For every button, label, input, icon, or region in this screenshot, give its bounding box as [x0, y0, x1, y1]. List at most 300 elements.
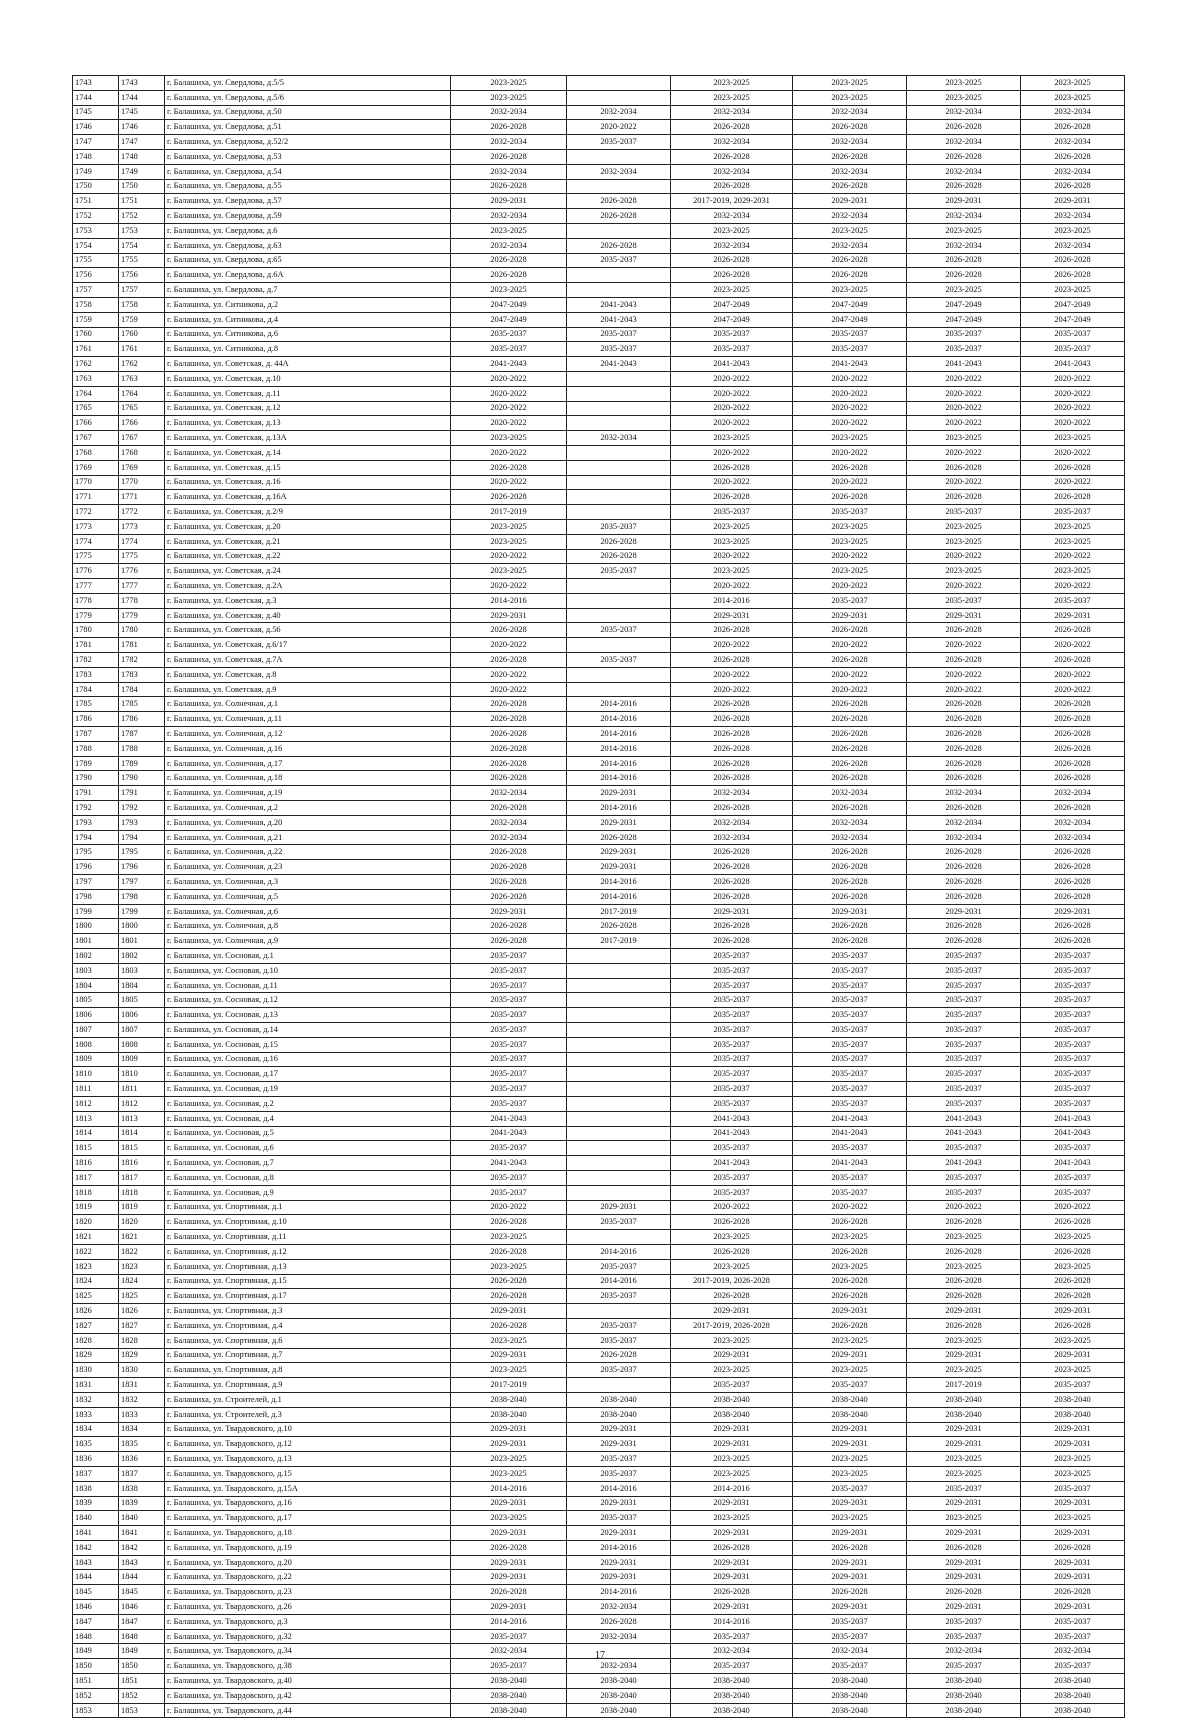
cell-address: г. Балашиха, ул. Твардовского, д.22	[165, 1570, 451, 1585]
cell-address: г. Балашиха, ул. Свердлова, д.5/5	[165, 76, 451, 91]
cell-row-number: 1834	[73, 1422, 119, 1437]
cell-period-5: 2035-2037	[907, 1614, 1021, 1629]
cell-period-5: 2023-2025	[907, 90, 1021, 105]
cell-period-2: 2017-2019	[567, 934, 671, 949]
cell-period-1: 2032-2034	[451, 209, 567, 224]
cell-address: г. Балашиха, ул. Спортивная, д.1	[165, 1200, 451, 1215]
cell-row-number: 1823	[73, 1259, 119, 1274]
cell-period-2: 2032-2034	[567, 164, 671, 179]
cell-row-number: 1761	[73, 342, 119, 357]
cell-period-1: 2023-2025	[451, 564, 567, 579]
cell-period-1: 2020-2022	[451, 1200, 567, 1215]
cell-period-2	[567, 1141, 671, 1156]
cell-period-6: 2041-2043	[1021, 1111, 1125, 1126]
cell-house-id: 1825	[119, 1289, 165, 1304]
cell-period-2	[567, 1052, 671, 1067]
cell-period-3: 2047-2049	[671, 312, 793, 327]
cell-period-3: 2041-2043	[671, 1156, 793, 1171]
cell-period-1: 2023-2025	[451, 76, 567, 91]
cell-address: г. Балашиха, ул. Солнечная, д.6	[165, 904, 451, 919]
cell-house-id: 1749	[119, 164, 165, 179]
cell-period-4: 2029-2031	[793, 1348, 907, 1363]
cell-period-6: 2035-2037	[1021, 1082, 1125, 1097]
cell-period-6: 2035-2037	[1021, 1008, 1125, 1023]
cell-period-2	[567, 638, 671, 653]
cell-period-3: 2026-2028	[671, 845, 793, 860]
cell-period-6: 2020-2022	[1021, 667, 1125, 682]
cell-period-5: 2026-2028	[907, 1585, 1021, 1600]
cell-period-5: 2032-2034	[907, 238, 1021, 253]
cell-address: г. Балашиха, ул. Советская, д.13	[165, 416, 451, 431]
table-row	[73, 653, 1125, 668]
cell-period-3: 2026-2028	[671, 1215, 793, 1230]
cell-address: г. Балашиха, ул. Твардовского, д.26	[165, 1600, 451, 1615]
cell-period-2: 2029-2031	[567, 1200, 671, 1215]
cell-period-6: 2026-2028	[1021, 1215, 1125, 1230]
cell-period-3: 2029-2031	[671, 1437, 793, 1452]
cell-house-id: 1802	[119, 949, 165, 964]
table-row	[73, 1067, 1125, 1082]
cell-period-2: 2026-2028	[567, 194, 671, 209]
cell-house-id: 1792	[119, 801, 165, 816]
cell-period-6: 2020-2022	[1021, 1200, 1125, 1215]
cell-period-5: 2035-2037	[907, 1082, 1021, 1097]
cell-period-5: 2038-2040	[907, 1407, 1021, 1422]
cell-row-number: 1765	[73, 401, 119, 416]
cell-period-4: 2023-2025	[793, 90, 907, 105]
cell-period-6: 2023-2025	[1021, 431, 1125, 446]
cell-address: г. Балашиха, ул. Твардовского, д.20	[165, 1555, 451, 1570]
cell-period-6: 2032-2034	[1021, 786, 1125, 801]
cell-row-number: 1849	[73, 1644, 119, 1659]
cell-period-4: 2020-2022	[793, 445, 907, 460]
cell-period-3: 2026-2028	[671, 712, 793, 727]
cell-period-6: 2020-2022	[1021, 416, 1125, 431]
cell-period-6: 2023-2025	[1021, 1333, 1125, 1348]
cell-period-5: 2026-2028	[907, 1289, 1021, 1304]
cell-period-1: 2026-2028	[451, 653, 567, 668]
cell-row-number: 1841	[73, 1526, 119, 1541]
cell-period-1: 2014-2016	[451, 1481, 567, 1496]
table-row	[73, 1407, 1125, 1422]
cell-period-1: 2026-2028	[451, 268, 567, 283]
cell-house-id: 1793	[119, 815, 165, 830]
cell-period-6: 2035-2037	[1021, 1614, 1125, 1629]
cell-period-2: 2026-2028	[567, 830, 671, 845]
cell-row-number: 1768	[73, 445, 119, 460]
cell-period-2: 2032-2034	[567, 1600, 671, 1615]
cell-period-2: 2026-2028	[567, 238, 671, 253]
cell-period-5: 2035-2037	[907, 949, 1021, 964]
cell-period-1: 2035-2037	[451, 1659, 567, 1674]
cell-period-3: 2023-2025	[671, 564, 793, 579]
cell-period-2	[567, 949, 671, 964]
cell-period-1: 2020-2022	[451, 549, 567, 564]
cell-period-2	[567, 593, 671, 608]
cell-period-6: 2023-2025	[1021, 1452, 1125, 1467]
cell-address: г. Балашиха, ул. Твардовского, д.17	[165, 1511, 451, 1526]
cell-row-number: 1794	[73, 830, 119, 845]
table-row	[73, 1422, 1125, 1437]
cell-house-id: 1828	[119, 1333, 165, 1348]
table-row	[73, 253, 1125, 268]
cell-row-number: 1826	[73, 1304, 119, 1319]
cell-period-6: 2032-2034	[1021, 238, 1125, 253]
cell-row-number: 1788	[73, 741, 119, 756]
cell-address: г. Балашиха, ул. Сосновая, д.8	[165, 1170, 451, 1185]
cell-period-2: 2035-2037	[567, 1452, 671, 1467]
cell-period-1: 2032-2034	[451, 1644, 567, 1659]
cell-period-2: 2035-2037	[567, 1511, 671, 1526]
cell-period-6: 2026-2028	[1021, 268, 1125, 283]
cell-period-6: 2023-2025	[1021, 519, 1125, 534]
cell-period-1: 2047-2049	[451, 297, 567, 312]
cell-period-6: 2020-2022	[1021, 386, 1125, 401]
cell-row-number: 1840	[73, 1511, 119, 1526]
cell-address: г. Балашиха, ул. Советская, д.24	[165, 564, 451, 579]
cell-period-6: 2026-2028	[1021, 149, 1125, 164]
cell-address: г. Балашиха, ул. Свердлова, д.6А	[165, 268, 451, 283]
cell-period-1: 2026-2028	[451, 801, 567, 816]
cell-period-6: 2026-2028	[1021, 756, 1125, 771]
cell-address: г. Балашиха, ул. Сосновая, д.17	[165, 1067, 451, 1082]
cell-period-5: 2035-2037	[907, 1141, 1021, 1156]
table-row	[73, 1614, 1125, 1629]
cell-address: г. Балашиха, ул. Солнечная, д.17	[165, 756, 451, 771]
cell-period-3: 2026-2028	[671, 253, 793, 268]
cell-period-4: 2035-2037	[793, 342, 907, 357]
cell-period-5: 2026-2028	[907, 653, 1021, 668]
cell-address: г. Балашиха, ул. Строителей, д.1	[165, 1392, 451, 1407]
cell-period-4: 2035-2037	[793, 1082, 907, 1097]
table-row	[73, 1185, 1125, 1200]
cell-period-5: 2032-2034	[907, 786, 1021, 801]
cell-period-3: 2026-2028	[671, 623, 793, 638]
cell-period-5: 2023-2025	[907, 1452, 1021, 1467]
cell-period-6: 2026-2028	[1021, 875, 1125, 890]
cell-period-2: 2032-2034	[567, 431, 671, 446]
cell-address: г. Балашиха, ул. Спортивная, д.11	[165, 1230, 451, 1245]
cell-house-id: 1769	[119, 460, 165, 475]
cell-house-id: 1760	[119, 327, 165, 342]
cell-period-3: 2035-2037	[671, 1008, 793, 1023]
cell-period-5: 2038-2040	[907, 1392, 1021, 1407]
cell-address: г. Балашиха, ул. Твардовского, д.19	[165, 1540, 451, 1555]
cell-house-id: 1796	[119, 860, 165, 875]
cell-house-id: 1800	[119, 919, 165, 934]
cell-period-3: 2029-2031	[671, 1348, 793, 1363]
cell-period-2: 2035-2037	[567, 1318, 671, 1333]
table-row	[73, 194, 1125, 209]
cell-row-number: 1801	[73, 934, 119, 949]
cell-address: г. Балашиха, ул. Советская, д.2/9	[165, 505, 451, 520]
cell-row-number: 1800	[73, 919, 119, 934]
cell-row-number: 1813	[73, 1111, 119, 1126]
cell-row-number: 1767	[73, 431, 119, 446]
cell-period-6: 2047-2049	[1021, 312, 1125, 327]
cell-period-2: 2020-2022	[567, 120, 671, 135]
cell-period-1: 2014-2016	[451, 593, 567, 608]
cell-period-2: 2026-2028	[567, 549, 671, 564]
cell-period-3: 2023-2025	[671, 534, 793, 549]
cell-period-4: 2041-2043	[793, 1156, 907, 1171]
cell-period-4: 2035-2037	[793, 593, 907, 608]
cell-address: г. Балашиха, ул. Твардовского, д.40	[165, 1674, 451, 1689]
cell-row-number: 1790	[73, 771, 119, 786]
cell-period-5: 2026-2028	[907, 1318, 1021, 1333]
cell-row-number: 1746	[73, 120, 119, 135]
cell-period-6: 2020-2022	[1021, 445, 1125, 460]
cell-period-2: 2038-2040	[567, 1674, 671, 1689]
cell-row-number: 1743	[73, 76, 119, 91]
cell-period-6: 2026-2028	[1021, 919, 1125, 934]
cell-period-3: 2032-2034	[671, 830, 793, 845]
cell-period-3: 2035-2037	[671, 1378, 793, 1393]
cell-period-6: 2035-2037	[1021, 1096, 1125, 1111]
cell-row-number: 1818	[73, 1185, 119, 1200]
cell-period-3: 2023-2025	[671, 1230, 793, 1245]
cell-period-5: 2023-2025	[907, 76, 1021, 91]
cell-house-id: 1758	[119, 297, 165, 312]
table-row	[73, 638, 1125, 653]
cell-period-4: 2047-2049	[793, 297, 907, 312]
cell-period-4: 2038-2040	[793, 1392, 907, 1407]
cell-row-number: 1757	[73, 283, 119, 298]
cell-period-3: 2041-2043	[671, 1111, 793, 1126]
cell-house-id: 1777	[119, 579, 165, 594]
cell-period-4: 2020-2022	[793, 667, 907, 682]
table-row	[73, 1703, 1125, 1718]
cell-period-6: 2026-2028	[1021, 1289, 1125, 1304]
cell-row-number: 1822	[73, 1244, 119, 1259]
cell-period-5: 2032-2034	[907, 1644, 1021, 1659]
table-row	[73, 1082, 1125, 1097]
cell-house-id: 1757	[119, 283, 165, 298]
cell-house-id: 1844	[119, 1570, 165, 1585]
cell-row-number: 1825	[73, 1289, 119, 1304]
cell-period-5: 2029-2031	[907, 1570, 1021, 1585]
cell-period-3: 2026-2028	[671, 490, 793, 505]
cell-house-id: 1787	[119, 727, 165, 742]
cell-row-number: 1749	[73, 164, 119, 179]
cell-row-number: 1745	[73, 105, 119, 120]
cell-address: г. Балашиха, ул. Свердлова, д.52/2	[165, 135, 451, 150]
cell-period-4: 2035-2037	[793, 505, 907, 520]
cell-row-number: 1838	[73, 1481, 119, 1496]
cell-period-6: 2038-2040	[1021, 1392, 1125, 1407]
cell-period-1: 2026-2028	[451, 697, 567, 712]
cell-house-id: 1819	[119, 1200, 165, 1215]
cell-period-1: 2020-2022	[451, 682, 567, 697]
cell-address: г. Балашиха, ул. Твардовского, д.3	[165, 1614, 451, 1629]
table-row	[73, 371, 1125, 386]
cell-period-1: 2023-2025	[451, 1466, 567, 1481]
cell-address: г. Балашиха, ул. Советская, д.2А	[165, 579, 451, 594]
cell-period-6: 2032-2034	[1021, 135, 1125, 150]
table-row	[73, 1230, 1125, 1245]
cell-row-number: 1812	[73, 1096, 119, 1111]
cell-period-5: 2026-2028	[907, 1244, 1021, 1259]
cell-row-number: 1762	[73, 357, 119, 372]
cell-period-4: 2026-2028	[793, 1215, 907, 1230]
cell-house-id: 1790	[119, 771, 165, 786]
cell-period-5: 2023-2025	[907, 564, 1021, 579]
cell-period-1: 2032-2034	[451, 815, 567, 830]
cell-house-id: 1779	[119, 608, 165, 623]
cell-period-3: 2035-2037	[671, 1659, 793, 1674]
cell-period-3: 2023-2025	[671, 76, 793, 91]
schedule-table-container	[72, 75, 1124, 1718]
cell-period-1: 2026-2028	[451, 860, 567, 875]
cell-period-6: 2026-2028	[1021, 179, 1125, 194]
cell-house-id: 1750	[119, 179, 165, 194]
cell-period-1: 2023-2025	[451, 519, 567, 534]
cell-house-id: 1761	[119, 342, 165, 357]
cell-period-5: 2026-2028	[907, 934, 1021, 949]
cell-period-4: 2038-2040	[793, 1674, 907, 1689]
cell-period-4: 2032-2034	[793, 209, 907, 224]
cell-period-6: 2026-2028	[1021, 120, 1125, 135]
cell-row-number: 1775	[73, 549, 119, 564]
cell-period-1: 2020-2022	[451, 667, 567, 682]
cell-period-3: 2035-2037	[671, 1141, 793, 1156]
cell-period-2	[567, 490, 671, 505]
cell-period-6: 2020-2022	[1021, 475, 1125, 490]
cell-row-number: 1777	[73, 579, 119, 594]
cell-period-4: 2035-2037	[793, 1378, 907, 1393]
table-row	[73, 534, 1125, 549]
cell-house-id: 1849	[119, 1644, 165, 1659]
cell-period-2: 2035-2037	[567, 1466, 671, 1481]
cell-address: г. Балашиха, ул. Солнечная, д.18	[165, 771, 451, 786]
cell-period-5: 2023-2025	[907, 1259, 1021, 1274]
cell-house-id: 1815	[119, 1141, 165, 1156]
cell-address: г. Балашиха, ул. Твардовского, д.15А	[165, 1481, 451, 1496]
cell-address: г. Балашиха, ул. Советская, д.20	[165, 519, 451, 534]
table-row	[73, 993, 1125, 1008]
cell-period-1: 2032-2034	[451, 135, 567, 150]
table-row	[73, 505, 1125, 520]
cell-house-id: 1771	[119, 490, 165, 505]
table-row	[73, 919, 1125, 934]
cell-house-id: 1781	[119, 638, 165, 653]
cell-house-id: 1845	[119, 1585, 165, 1600]
cell-row-number: 1760	[73, 327, 119, 342]
cell-address: г. Балашиха, ул. Сосновая, д.10	[165, 963, 451, 978]
cell-house-id: 1840	[119, 1511, 165, 1526]
cell-address: г. Балашиха, ул. Свердлова, д.63	[165, 238, 451, 253]
table-row	[73, 1570, 1125, 1585]
cell-period-6: 2026-2028	[1021, 727, 1125, 742]
cell-period-5: 2017-2019	[907, 1378, 1021, 1393]
cell-period-2: 2029-2031	[567, 1496, 671, 1511]
cell-row-number: 1773	[73, 519, 119, 534]
cell-period-4: 2020-2022	[793, 638, 907, 653]
cell-period-6: 2023-2025	[1021, 90, 1125, 105]
cell-period-5: 2026-2028	[907, 120, 1021, 135]
cell-period-1: 2020-2022	[451, 475, 567, 490]
cell-house-id: 1826	[119, 1304, 165, 1319]
cell-row-number: 1837	[73, 1466, 119, 1481]
cell-period-4: 2029-2031	[793, 1437, 907, 1452]
cell-period-5: 2020-2022	[907, 401, 1021, 416]
cell-period-4: 2026-2028	[793, 1540, 907, 1555]
cell-period-3: 2032-2034	[671, 209, 793, 224]
cell-house-id: 1835	[119, 1437, 165, 1452]
cell-period-5: 2029-2031	[907, 1526, 1021, 1541]
cell-period-2: 2035-2037	[567, 1215, 671, 1230]
cell-period-4: 2023-2025	[793, 519, 907, 534]
cell-period-3: 2014-2016	[671, 1481, 793, 1496]
cell-address: г. Балашиха, ул. Солнечная, д.19	[165, 786, 451, 801]
cell-period-1: 2026-2028	[451, 253, 567, 268]
cell-row-number: 1758	[73, 297, 119, 312]
cell-period-2	[567, 1082, 671, 1097]
cell-period-3: 2026-2028	[671, 727, 793, 742]
cell-period-5: 2029-2031	[907, 904, 1021, 919]
table-row	[73, 1348, 1125, 1363]
cell-row-number: 1821	[73, 1230, 119, 1245]
cell-period-6: 2029-2031	[1021, 1600, 1125, 1615]
cell-period-6: 2029-2031	[1021, 1555, 1125, 1570]
cell-period-4: 2035-2037	[793, 327, 907, 342]
cell-address: г. Балашиха, ул. Спортивная, д.4	[165, 1318, 451, 1333]
cell-period-5: 2035-2037	[907, 1096, 1021, 1111]
cell-period-3: 2026-2028	[671, 756, 793, 771]
cell-period-5: 2041-2043	[907, 1126, 1021, 1141]
cell-row-number: 1831	[73, 1378, 119, 1393]
cell-period-1: 2029-2031	[451, 1555, 567, 1570]
cell-period-1: 2029-2031	[451, 1600, 567, 1615]
cell-period-5: 2020-2022	[907, 682, 1021, 697]
cell-period-4: 2026-2028	[793, 653, 907, 668]
cell-row-number: 1808	[73, 1037, 119, 1052]
table-row	[73, 297, 1125, 312]
cell-period-6: 2020-2022	[1021, 371, 1125, 386]
cell-period-1: 2020-2022	[451, 371, 567, 386]
cell-row-number: 1807	[73, 1023, 119, 1038]
cell-house-id: 1816	[119, 1156, 165, 1171]
cell-period-2: 2014-2016	[567, 1585, 671, 1600]
cell-row-number: 1776	[73, 564, 119, 579]
cell-address: г. Балашиха, ул. Сосновая, д.5	[165, 1126, 451, 1141]
cell-row-number: 1845	[73, 1585, 119, 1600]
cell-address: г. Балашиха, ул. Ситникова, д.2	[165, 297, 451, 312]
cell-period-5: 2041-2043	[907, 1111, 1021, 1126]
cell-period-2: 2014-2016	[567, 1481, 671, 1496]
cell-period-2	[567, 1037, 671, 1052]
cell-period-4: 2032-2034	[793, 135, 907, 150]
cell-period-1: 2029-2031	[451, 194, 567, 209]
cell-address: г. Балашиха, ул. Свердлова, д.57	[165, 194, 451, 209]
cell-period-6: 2035-2037	[1021, 505, 1125, 520]
cell-house-id: 1838	[119, 1481, 165, 1496]
cell-period-4: 2026-2028	[793, 919, 907, 934]
cell-row-number: 1789	[73, 756, 119, 771]
cell-period-4: 2035-2037	[793, 993, 907, 1008]
cell-period-3: 2026-2028	[671, 1585, 793, 1600]
table-row	[73, 727, 1125, 742]
cell-row-number: 1848	[73, 1629, 119, 1644]
cell-period-6: 2029-2031	[1021, 1348, 1125, 1363]
cell-period-5: 2023-2025	[907, 519, 1021, 534]
table-row	[73, 1555, 1125, 1570]
cell-address: г. Балашиха, ул. Свердлова, д.59	[165, 209, 451, 224]
cell-period-6: 2026-2028	[1021, 801, 1125, 816]
cell-period-1: 2035-2037	[451, 342, 567, 357]
cell-period-3: 2020-2022	[671, 401, 793, 416]
cell-period-5: 2032-2034	[907, 830, 1021, 845]
